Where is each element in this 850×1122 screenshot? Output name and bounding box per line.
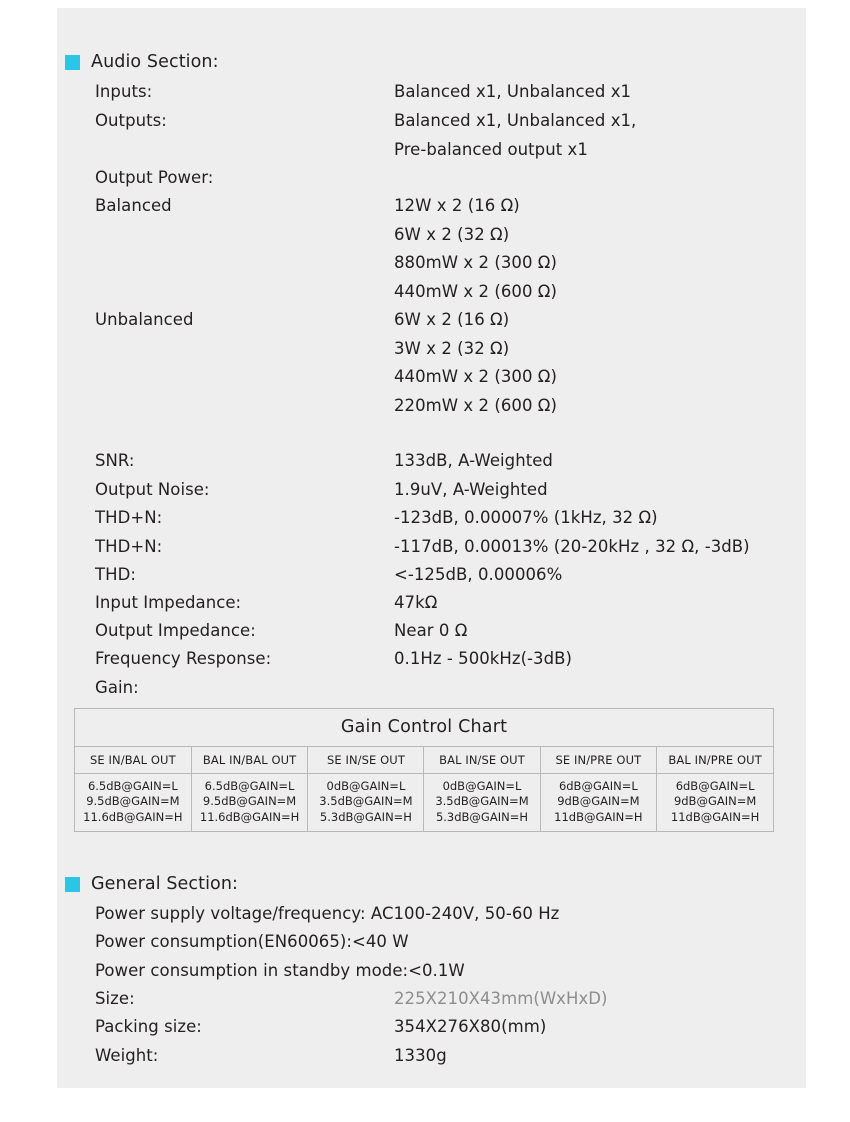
gain-chart-body-row xyxy=(75,774,774,832)
spec-label: Unbalanced xyxy=(95,310,194,329)
spec-value: -117dB, 0.00013% (20-20kHz , 32 Ω, -3dB) xyxy=(394,537,750,556)
spec-value: 880mW x 2 (300 Ω) xyxy=(394,253,557,272)
spec-value: Balanced x1, Unbalanced x1 xyxy=(394,82,632,101)
gain-chart-cell xyxy=(424,774,540,832)
gain-chart-header-row xyxy=(75,747,774,774)
gain-value: 6.5dB@GAIN=L xyxy=(87,779,178,793)
gain-chart-column-header: SE IN/BAL OUT xyxy=(75,747,192,774)
audio-section-title: Audio Section: xyxy=(91,52,219,72)
gain-value: 11dB@GAIN=H xyxy=(670,809,760,824)
gain-value: 3.5dB@GAIN=M xyxy=(435,794,529,809)
spec-value: 225X210X43mm(WxHxD) xyxy=(394,989,608,1008)
gain-value: 5.3dB@GAIN=H xyxy=(319,809,412,824)
square-bullet-icon xyxy=(65,877,80,892)
gain-chart-column-header: BAL IN/PRE OUT xyxy=(657,747,774,774)
gain-value: 0dB@GAIN=L xyxy=(326,779,406,793)
gain-chart-cell xyxy=(540,774,657,832)
gain-chart-title: Gain Control Chart xyxy=(75,709,774,747)
gain-chart-column-header: BAL IN/SE OUT xyxy=(424,747,540,774)
gain-chart-title-row xyxy=(75,709,774,747)
spec-value: Pre-balanced output x1 xyxy=(394,140,588,159)
gain-value: 9dB@GAIN=M xyxy=(557,794,640,809)
spec-label: Output Power: xyxy=(95,168,214,187)
audio-section-heading xyxy=(65,52,219,72)
gain-value: 11dB@GAIN=H xyxy=(554,809,643,824)
general-line: Power consumption in standby mode:<0.1W xyxy=(95,961,465,980)
gain-value: 6.5dB@GAIN=L xyxy=(204,779,295,793)
spec-label: Balanced xyxy=(95,196,172,215)
spec-value: 1.9uV, A-Weighted xyxy=(394,480,548,499)
spec-label: SNR: xyxy=(95,451,135,470)
gain-value: 9.5dB@GAIN=M xyxy=(202,794,297,809)
gain-chart-column-header: BAL IN/BAL OUT xyxy=(191,747,308,774)
spec-value: 220mW x 2 (600 Ω) xyxy=(394,396,557,415)
general-section-title: General Section: xyxy=(91,874,239,894)
spec-label: THD: xyxy=(95,565,136,584)
spec-value: 0.1Hz - 500kHz(-3dB) xyxy=(394,649,572,668)
spec-value: Balanced x1, Unbalanced x1, xyxy=(394,111,637,130)
gain-value: 9.5dB@GAIN=M xyxy=(86,794,180,809)
gain-value: 11.6dB@GAIN=H xyxy=(83,809,183,824)
spec-label: Inputs: xyxy=(95,82,153,101)
spec-label: Output Noise: xyxy=(95,480,210,499)
spec-value: 440mW x 2 (300 Ω) xyxy=(394,367,557,386)
spec-label: THD+N: xyxy=(95,537,163,556)
spec-label: Frequency Response: xyxy=(95,649,272,668)
general-line: Power supply voltage/frequency: AC100-240V, 50-60 Hz xyxy=(95,904,560,923)
gain-chart-column-header: SE IN/SE OUT xyxy=(308,747,424,774)
spec-value: <-125dB, 0.00006% xyxy=(394,565,563,584)
spec-label: THD+N: xyxy=(95,508,163,527)
page-margin-right xyxy=(806,0,850,1122)
general-section-heading xyxy=(65,874,238,894)
gain-chart-cell xyxy=(75,774,192,832)
gain-chart-column-header: SE IN/PRE OUT xyxy=(540,747,657,774)
spec-value: 12W x 2 (16 Ω) xyxy=(394,196,520,215)
page-margin-bottom xyxy=(0,1088,850,1122)
spec-label: Gain: xyxy=(95,678,139,697)
general-line: Power consumption(EN60065):<40 W xyxy=(95,932,409,951)
spec-label: Input Impedance: xyxy=(95,593,242,612)
spec-value: 3W x 2 (32 Ω) xyxy=(394,339,510,358)
spec-value: 1330g xyxy=(394,1046,447,1065)
spec-value: 6W x 2 (16 Ω) xyxy=(394,310,510,329)
spec-label: Packing size: xyxy=(95,1017,202,1036)
spec-value: -123dB, 0.00007% (1kHz, 32 Ω) xyxy=(394,508,658,527)
spec-value: 6W x 2 (32 Ω) xyxy=(394,225,510,244)
gain-chart-cell xyxy=(191,774,308,832)
page-margin-left xyxy=(0,0,57,1122)
gain-value: 0dB@GAIN=L xyxy=(442,779,522,793)
gain-control-chart-table xyxy=(74,708,774,832)
gain-value: 6dB@GAIN=L xyxy=(675,779,755,793)
spec-label: Size: xyxy=(95,989,135,1008)
square-bullet-icon xyxy=(65,55,80,70)
gain-value: 5.3dB@GAIN=H xyxy=(435,809,528,824)
page-margin-top xyxy=(0,0,850,8)
gain-value: 3.5dB@GAIN=M xyxy=(319,794,413,809)
spec-label: Output Impedance: xyxy=(95,621,256,640)
gain-value: 11.6dB@GAIN=H xyxy=(199,809,300,824)
gain-chart-cell xyxy=(657,774,774,832)
spec-value: 47kΩ xyxy=(394,593,438,612)
spec-value: 354X276X80(mm) xyxy=(394,1017,547,1036)
spec-label: Weight: xyxy=(95,1046,159,1065)
spec-value: 133dB, A-Weighted xyxy=(394,451,553,470)
gain-value: 9dB@GAIN=M xyxy=(673,794,757,809)
spec-label: Outputs: xyxy=(95,111,167,130)
spec-content xyxy=(57,8,806,1088)
spec-value: Near 0 Ω xyxy=(394,621,468,640)
spec-value: 440mW x 2 (600 Ω) xyxy=(394,282,557,301)
gain-chart-cell xyxy=(308,774,424,832)
gain-value: 6dB@GAIN=L xyxy=(558,779,638,793)
